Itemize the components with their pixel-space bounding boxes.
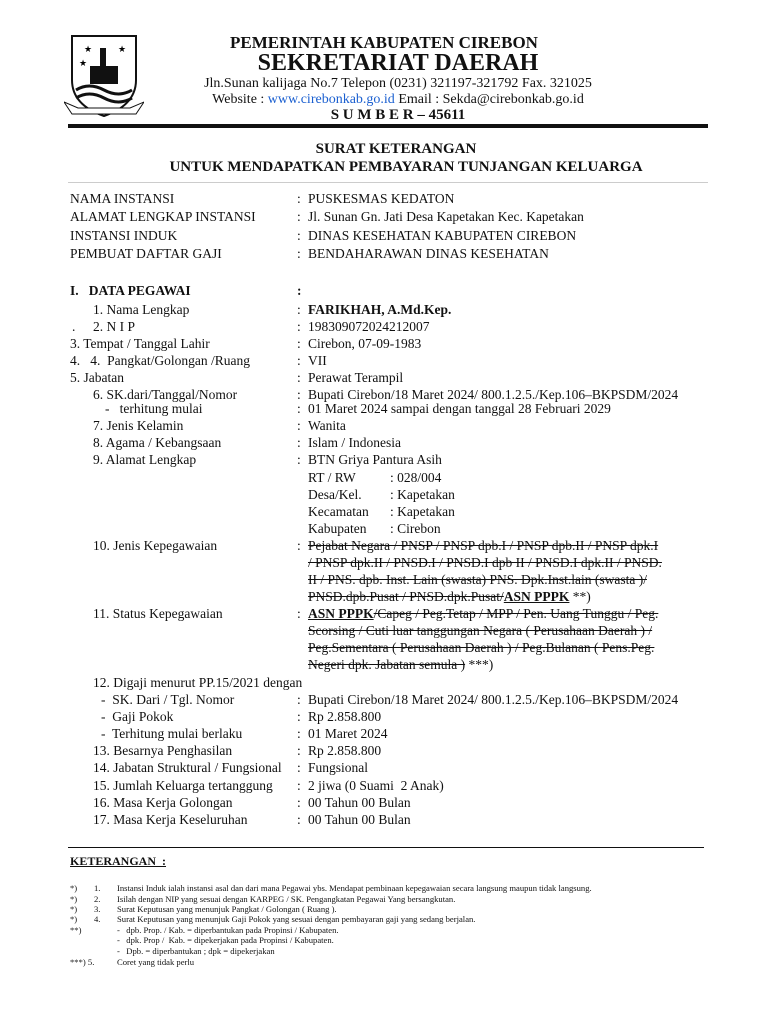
field-label: 5. Jabatan: [70, 370, 124, 385]
colon: :: [297, 302, 301, 317]
field-value: Islam / Indonesia: [308, 435, 401, 450]
note-text: - Dpb. = diperbantukan ; dpk = dipekerjakan: [117, 946, 275, 956]
svg-text:★: ★: [118, 44, 127, 54]
note-text: Instansi Induk ialah instansi asal dan dari mana Pegawai ybs. Mendapat pembinaan kepegawaian secara langsung maupun tidak langsung.: [117, 883, 592, 893]
contact-line: [14, 92, 768, 108]
jenis-option-line: Pejabat Negara / PNSP / PNSP dpb.I / PNSP dpb.II / PNSP dpk.I: [308, 538, 659, 553]
website-link[interactable]: www.cirebonkab.go.id: [267, 92, 395, 107]
jenis-option-line: / PNSP dpk.II / PNSD.I / PNSD.I dpb II / PNSD.I dpk.II / PNSD.: [308, 555, 662, 570]
address-value: : Kapetakan: [390, 487, 455, 502]
instansi-label: PEMBUAT DAFTAR GAJI: [70, 246, 222, 261]
colon: :: [297, 401, 301, 416]
office-address: Jln.Sunan kalijaga No.7 Telepon (0231) 321197-321792 Fax. 321025: [204, 76, 592, 91]
footnote-mark: ***): [465, 657, 494, 672]
colon: :: [297, 387, 301, 402]
colon: :: [297, 370, 301, 385]
field-label: 4. 4. Pangkat/Golongan /Ruang: [70, 353, 250, 368]
field-value: Wanita: [308, 418, 346, 433]
note-number: 2.: [94, 894, 101, 904]
section-heading: I. DATA PEGAWAI: [70, 283, 191, 298]
note-text: - dpk. Prop / Kab. = dipekerjakan pada Propinsi / Kabupaten.: [117, 935, 334, 945]
note-text: Coret yang tidak perlu: [117, 957, 195, 967]
colon: :: [297, 795, 301, 810]
website-label: Website :: [212, 92, 268, 107]
gaji-value: Rp 2.858.800: [308, 743, 382, 758]
address-value: : 028/004: [390, 470, 442, 485]
note-mark: ***) 5.: [70, 957, 95, 967]
status-option-line: [308, 657, 493, 673]
note-number: 3.: [94, 904, 101, 914]
note-mark: *): [70, 904, 78, 914]
field-label: 1. Nama Lengkap: [93, 302, 190, 317]
gov-name: PEMERINTAH KABUPATEN CIREBON: [230, 33, 538, 52]
email: Email : Sekda@cirebonkab.go.id: [394, 92, 584, 107]
colon: :: [297, 353, 301, 368]
colon: :: [297, 435, 301, 450]
colon: :: [297, 191, 301, 206]
field-value: Perawat Terampil: [308, 370, 404, 385]
field-value: Cirebon, 07-09-1983: [308, 336, 422, 351]
selected-option: ASN PPPK: [503, 589, 570, 604]
gaji-label: 13. Besarnya Penghasilan: [93, 743, 233, 758]
address-value: : Cirebon: [390, 521, 441, 536]
gaji-label: 17. Masa Kerja Keseluruhan: [93, 812, 248, 827]
status-option-line: Scorsing / Cuti luar tanggungan Negara ( Perusahaan Daerah ) /: [308, 623, 653, 638]
colon: :: [297, 606, 301, 621]
colon: :: [297, 209, 301, 224]
gaji-label: - Gaji Pokok: [101, 709, 174, 724]
field-value: FARIKHAH, A.Md.Kep.: [308, 302, 452, 317]
address-label: RT / RW: [308, 470, 356, 485]
field-label: 8. Agama / Kebangsaan: [93, 435, 222, 450]
address-label: Desa/Kel.: [308, 487, 362, 502]
gaji-value: Rp 2.858.800: [308, 709, 382, 724]
field-label: 7. Jenis Kelamin: [93, 418, 184, 433]
colon: :: [297, 692, 301, 707]
gaji-label: - Terhitung mulai berlaku: [101, 726, 243, 741]
colon: :: [297, 743, 301, 758]
gaji-label: 14. Jabatan Struktural / Fungsional: [93, 760, 282, 775]
note-mark: **): [70, 925, 82, 935]
gaji-label: - SK. Dari / Tgl. Nomor: [101, 692, 235, 707]
instansi-value: DINAS KESEHATAN KABUPATEN CIREBON: [308, 228, 577, 243]
address-label: Kabupaten: [308, 521, 367, 536]
colon: :: [297, 228, 301, 243]
colon: :: [297, 246, 301, 261]
colon: :: [297, 709, 301, 724]
colon: :: [297, 336, 301, 351]
note-text: Surat Keputusan yang menunjuk Pangkat / Golongan ( Ruang ).: [117, 904, 337, 914]
doc-title: SURAT KETERANGAN: [315, 141, 477, 157]
jenis-option-line: [308, 589, 591, 605]
status-label: 11. Status Kepegawaian: [93, 606, 223, 621]
gaji-label: 16. Masa Kerja Golongan: [93, 795, 233, 810]
field-label: 6. SK.dari/Tanggal/Nomor: [93, 387, 238, 402]
footer-divider: [68, 847, 704, 848]
svg-text:★: ★: [84, 44, 93, 54]
struck-options: Negeri dpk. Jabatan semula ): [308, 657, 466, 672]
note-text: - dpb. Prop. / Kab. = diperbantukan pada Propinsi / Kabupaten.: [117, 925, 339, 935]
field-label: - terhitung mulai: [105, 401, 203, 416]
field-label: 3. Tempat / Tanggal Lahir: [70, 336, 210, 351]
note-text: Surat Keputusan yang menunjuk Gaji Pokok yang sesuai dengan pembayaran gaji yang sedang berjalan.: [117, 914, 476, 924]
struck-options: PNSD.dpb.Pusat / PNSD.dpk.Pusat/: [308, 589, 504, 604]
field-value: 198309072024212007: [308, 319, 430, 334]
instansi-label: ALAMAT LENGKAP INSTANSI: [70, 209, 256, 224]
title-divider: [68, 182, 708, 183]
note-number: 1.: [94, 883, 101, 893]
selected-option: ASN PPPK: [308, 606, 374, 621]
instansi-value: Jl. Sunan Gn. Jati Desa Kapetakan Kec. Kapetakan: [308, 209, 584, 224]
struck-options: /Capeg / Peg.Tetap / MPP / Pen. Uang Tunggu / Peg.: [373, 606, 659, 621]
colon: :: [297, 283, 302, 298]
note-number: 4.: [94, 914, 101, 924]
colon: :: [297, 760, 301, 775]
address-value: : Kapetakan: [390, 504, 455, 519]
field-value: VII: [308, 353, 327, 368]
note-mark: *): [70, 894, 78, 904]
colon: :: [297, 538, 301, 553]
instansi-value: BENDAHARAWAN DINAS KESEHATAN: [308, 246, 549, 261]
gaji-header: 12. Digaji menurut PP.15/2021 dengan: [93, 675, 303, 690]
note-mark: *): [70, 883, 78, 893]
field-label: 9. Alamat Lengkap: [93, 452, 197, 467]
colon: :: [297, 812, 301, 827]
note-mark: *): [70, 914, 78, 924]
colon: :: [297, 778, 301, 793]
office-name: SEKRETARIAT DAERAH: [257, 50, 539, 76]
jenis-option-line: II / PNS. dpb. Inst. Lain (swasta) PNS. Dpk.Inst.lain (swasta )/: [308, 572, 647, 587]
gaji-label: 15. Jumlah Keluarga tertanggung: [93, 778, 273, 793]
svg-text:★: ★: [79, 58, 88, 68]
colon: :: [297, 418, 301, 433]
note-text: Isilah dengan NIP yang sesuai dengan KARPEG / SK. Pengangkatan Pegawai Yang bersangkutan.: [117, 894, 456, 904]
gaji-value: Fungsional: [308, 760, 369, 775]
footnote-mark: **): [569, 589, 591, 604]
address-label: Kecamatan: [308, 504, 369, 519]
instansi-label: INSTANSI INDUK: [70, 228, 178, 243]
field-value: 01 Maret 2024 sampai dengan tanggal 28 Februari 2029: [308, 401, 611, 416]
field-prefix: .: [72, 319, 76, 334]
instansi-value: PUSKESMAS KEDATON: [308, 191, 455, 206]
header-divider: [68, 124, 708, 128]
gaji-value: 01 Maret 2024: [308, 726, 388, 741]
gaji-value: 2 jiwa (0 Suami 2 Anak): [308, 778, 444, 793]
status-option-line: [308, 606, 658, 622]
gaji-value: 00 Tahun 00 Bulan: [308, 812, 411, 827]
gaji-value: 00 Tahun 00 Bulan: [308, 795, 411, 810]
colon: :: [297, 319, 301, 334]
status-option-line: Peg.Sementara ( Perusahaan Daerah ) / Peg.Bulanan ( Pens.Peg.: [308, 640, 655, 655]
jenis-label: 10. Jenis Kepegawaian: [93, 538, 218, 553]
field-value: BTN Griya Pantura Asih: [308, 452, 442, 467]
colon: :: [297, 726, 301, 741]
colon: :: [297, 452, 301, 467]
instansi-label: NAMA INSTANSI: [70, 191, 175, 206]
keterangan-title: KETERANGAN :: [70, 854, 167, 868]
field-value: Bupati Cirebon/18 Maret 2024/ 800.1.2.5./Kep.106–BKPSDM/2024: [308, 387, 679, 402]
city: S U M B E R – 45611: [330, 107, 466, 123]
doc-subtitle: UNTUK MENDAPATKAN PEMBAYARAN TUNJANGAN KELUARGA: [169, 159, 643, 175]
gaji-value: Bupati Cirebon/18 Maret 2024/ 800.1.2.5./Kep.106–BKPSDM/2024: [308, 692, 679, 707]
field-label: 2. N I P: [93, 319, 136, 334]
